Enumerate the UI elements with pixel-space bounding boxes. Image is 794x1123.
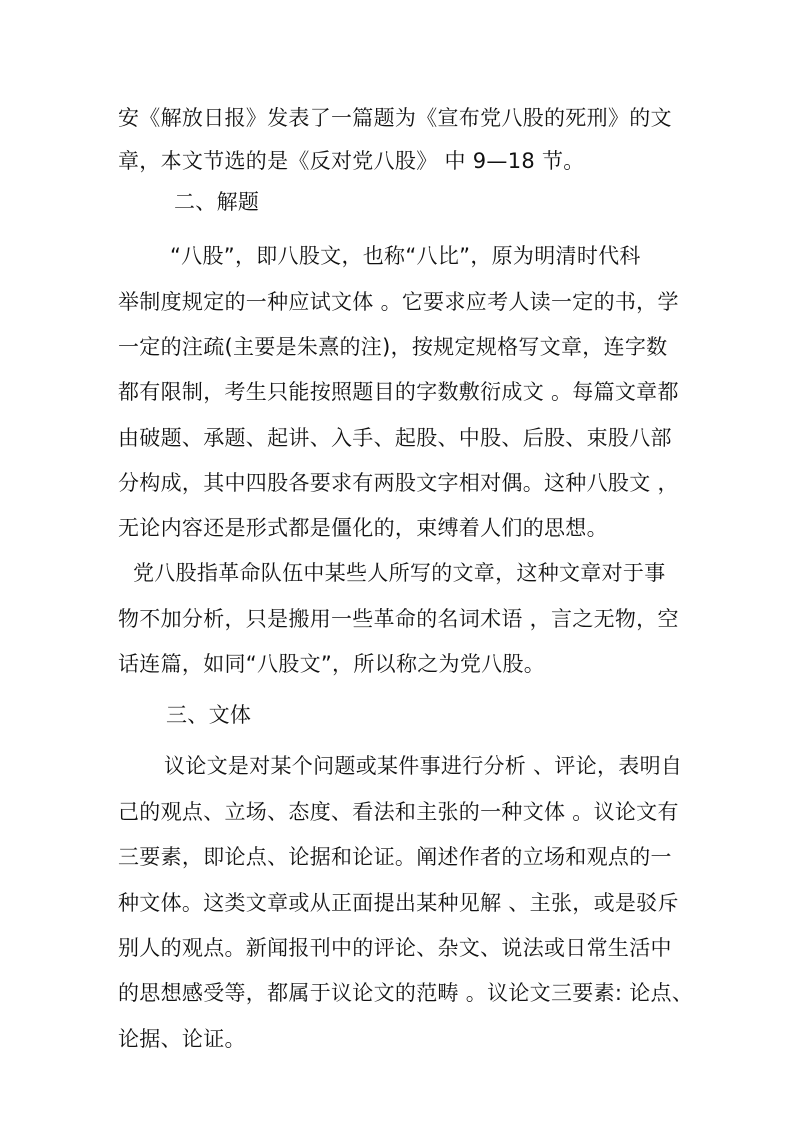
jieti-para1-line-7: 无论内容还是形式都是僵化的，束缚着人们的思想。	[118, 516, 608, 540]
wenti-para1-line-3: 三要素，即论点、论据和论证。阐述作者的立场和观点的一	[118, 845, 672, 869]
jieti-para1-line-6: 分构成，其中四股各要求有两股文字相对偶。这种八股文 ，	[118, 471, 679, 495]
wenti-para1-line-6: 的思想感受等，都属于议论文的范畴 。议论文三要素: 论点、	[118, 981, 694, 1005]
intro-line-1: 安《解放日报》发表了一篇题为《宣布党八股的死刑》的文	[118, 106, 672, 130]
wenti-para1-line-5: 别人的观点。新闻报刊中的评论、杂文、说法或日常生活中	[118, 936, 672, 960]
jieti-para2-line-3: 话连篇，如同“八股文”，所以称之为党八股。	[118, 652, 546, 676]
wenti-para1-line-1: 议论文是对某个问题或某件事进行分析 、评论，表明自	[164, 754, 683, 778]
jieti-para1-line-3: 一定的注疏(主要是朱熹的注)，按规定规格写文章，连字数	[118, 335, 668, 359]
wenti-para1-line-7: 论据、论证。	[118, 1027, 246, 1051]
section-heading-wenti: 三、文体	[166, 703, 252, 727]
jieti-para1-line-1: “八股”，即八股文，也称“八比”，原为明清时代科	[170, 244, 641, 268]
intro-line-2: 章，本文节选的是《反对党八股》 中 9—18 节。	[118, 149, 585, 173]
jieti-para2-line-2: 物不加分析，只是搬用一些革命的名词术语 ，言之无物，空	[118, 607, 679, 631]
jieti-para1-line-5: 由破题、承题、起讲、入手、起股、中股、后股、束股八部	[118, 426, 672, 450]
wenti-para1-line-2: 己的观点、立场、态度、看法和主张的一种文体 。议论文有	[118, 800, 679, 824]
section-heading-jieti: 二、解题	[174, 190, 260, 214]
jieti-para1-line-4: 都有限制，考生只能按照题目的字数敷衍成文 。每篇文章都	[118, 380, 679, 404]
wenti-para1-line-4: 种文体。这类文章或从正面提出某种见解 、主张，或是驳斥	[118, 891, 679, 915]
jieti-para1-line-2: 举制度规定的一种应试文体 。它要求应考人读一定的书，学	[118, 290, 679, 314]
jieti-para2-line-1: 党八股指革命队伍中某些人所写的文章，这种文章对于事	[133, 561, 666, 585]
